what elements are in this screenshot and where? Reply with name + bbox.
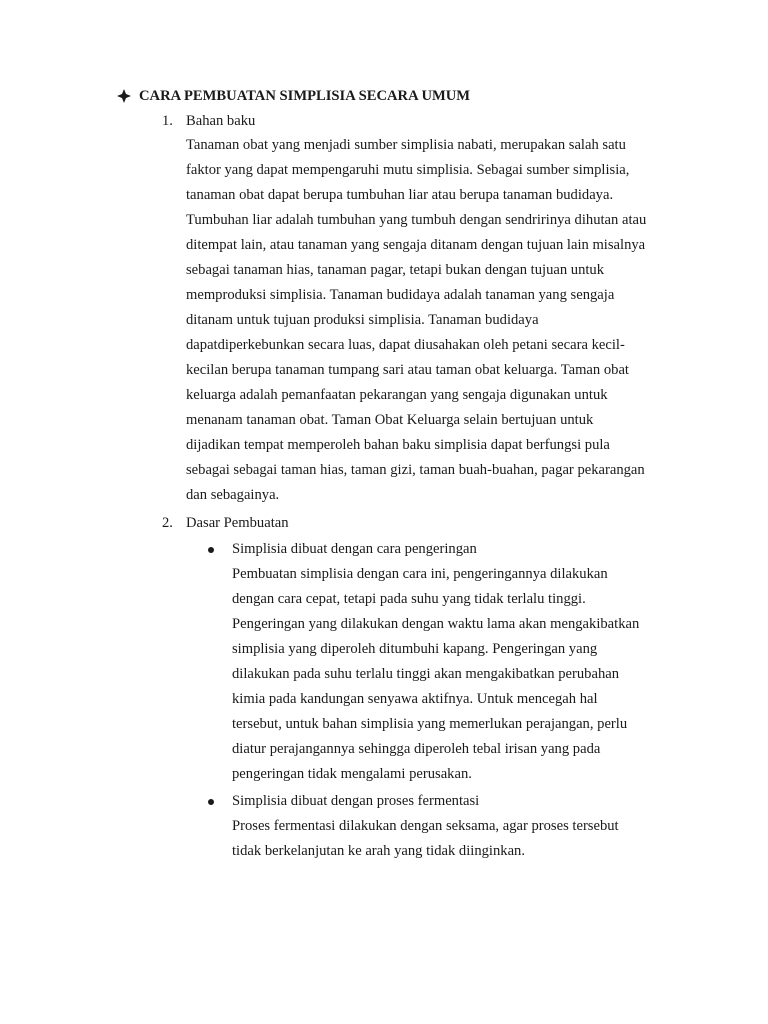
body-line: keluarga adalah pemanfaatan pekarangan yang sengaja digunakan untuk <box>186 387 608 403</box>
item-number: 1. <box>162 113 173 129</box>
body-line: dan sebagainya. <box>186 487 280 503</box>
body-line: simplisia yang diperoleh ditumbuhi kapang. Pengeringan yang <box>232 641 598 657</box>
bullet-dot-icon <box>208 799 214 805</box>
body-line: faktor yang dapat mempengaruhi mutu simplisia. Sebagai sumber simplisia, <box>186 162 630 178</box>
body-line: tidak berkelanjutan ke arah yang tidak diinginkan. <box>232 843 525 859</box>
item-title: Bahan baku <box>186 113 256 129</box>
body-line: pengeringan tidak mengalami perusakan. <box>232 766 472 782</box>
body-line: kimia pada kandungan senyawa aktifnya. Untuk mencegah hal <box>232 691 598 707</box>
body-line: dapatdiperkebunkan secara luas, dapat diusahakan oleh petani secara kecil- <box>186 337 625 353</box>
body-line: dijadikan tempat memperoleh bahan baku simplisia dapat berfungsi pula <box>186 437 610 453</box>
body-line: tanaman obat dapat berupa tumbuhan liar atau berupa tanaman budidaya. <box>186 187 614 203</box>
body-line: Tumbuhan liar adalah tumbuhan yang tumbuh dengan sendririnya dihutan atau <box>186 212 647 228</box>
body-line: kecilan berupa tanaman tumpang sari atau taman obat keluarga. Taman obat <box>186 362 629 378</box>
item-title: Dasar Pembuatan <box>186 515 289 531</box>
body-line: ditanam untuk tujuan produksi simplisia. Tanaman budidaya <box>186 312 539 328</box>
body-line: sebagai sebagai taman hias, taman gizi, taman buah-buahan, pagar pekarangan <box>186 462 645 478</box>
body-line: Proses fermentasi dilakukan dengan seksama, agar proses tersebut <box>232 818 619 834</box>
item-number: 2. <box>162 515 173 531</box>
body-line: Pembuatan simplisia dengan cara ini, pengeringannya dilakukan <box>232 566 608 582</box>
section-heading: CARA PEMBUATAN SIMPLISIA SECARA UMUM <box>139 88 471 104</box>
body-line: dengan cara cepat, tetapi pada suhu yang tidak terlalu tinggi. <box>232 591 586 607</box>
body-line: dilakukan pada suhu terlalu tinggi akan mengakibatkan perubahan <box>232 666 620 682</box>
body-line: Tanaman obat yang menjadi sumber simplisia nabati, merupakan salah satu <box>186 137 626 153</box>
body-line: Pengeringan yang dilakukan dengan waktu lama akan mengakibatkan <box>232 616 640 632</box>
bullet-title: Simplisia dibuat dengan cara pengeringan <box>232 541 477 557</box>
bullet-title: Simplisia dibuat dengan proses fermentasi <box>232 793 480 809</box>
bullet-dot-icon <box>208 547 214 553</box>
body-line: menanam tanaman obat. Taman Obat Keluarga selain bertujuan untuk <box>186 412 594 428</box>
body-line: tersebut, untuk bahan simplisia yang memerlukan perajangan, perlu <box>232 716 628 732</box>
body-line: diatur perajangannya sehingga diperoleh tebal irisan yang pada <box>232 741 601 757</box>
body-line: ditempat lain, atau tanaman yang sengaja ditanam dengan tujuan lain misalnya <box>186 237 646 253</box>
body-line: memproduksi simplisia. Tanaman budidaya adalah tanaman yang sengaja <box>186 287 615 303</box>
body-line: sebagai tanaman hias, tanaman pagar, tetapi bukan dengan tujuan untuk <box>186 262 605 278</box>
diamond-bullet-icon <box>117 89 131 103</box>
